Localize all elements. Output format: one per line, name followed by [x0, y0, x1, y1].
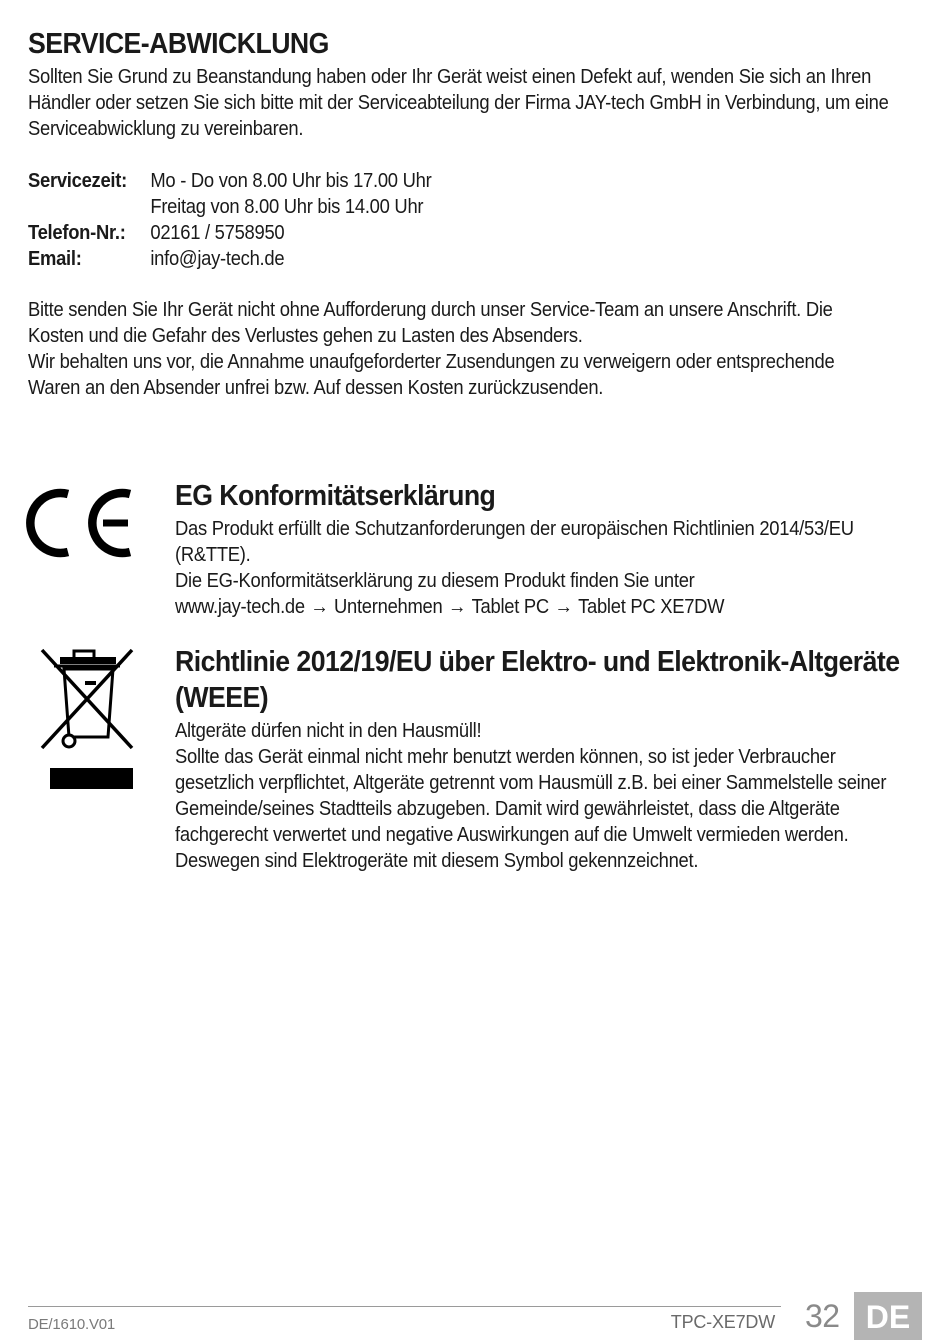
servicezeit-row-2	[28, 194, 431, 220]
service-notice-line: Bitte senden Sie Ihr Gerät nicht ohne Aufforderung durch unser Service-Team an unsere Anschrift. Die	[28, 299, 833, 321]
service-notice-line: Wir behalten uns vor, die Annahme unaufgeforderter Zusendungen zu verweigern oder entsprechende	[28, 351, 835, 373]
servicezeit-row	[28, 168, 431, 194]
footer-divider	[28, 1306, 781, 1307]
ce-mark-icon	[26, 484, 138, 562]
arrow-right-icon: →	[447, 596, 467, 618]
service-notice-line: Waren an den Absender unfrei bzw. Auf dessen Kosten zurückzusenden.	[28, 377, 604, 399]
weee-text-line: Sollte das Gerät einmal nicht mehr benutzt werden können, so ist jeder Verbraucher	[175, 746, 836, 768]
footer-doc-code: DE/1610.V01	[28, 1316, 116, 1333]
contact-label-spacer	[28, 194, 150, 220]
servicezeit-label: Servicezeit:	[28, 170, 127, 192]
service-intro-line: Serviceabwicklung zu vereinbaren.	[28, 118, 304, 140]
ce-path-product: Tablet PC XE7DW	[578, 596, 725, 618]
service-contact-info	[28, 168, 431, 272]
email-row	[28, 246, 431, 272]
email-label: Email:	[28, 248, 82, 270]
email-value: info@jay-tech.de	[150, 248, 285, 270]
ce-link-path	[175, 594, 939, 620]
weee-title	[175, 644, 939, 716]
telefon-row	[28, 220, 431, 246]
weee-text-line: fachgerecht verwertet und negative Auswirkungen auf die Umwelt vermieden werden.	[175, 824, 849, 846]
weee-text-line: Altgeräte dürfen nicht in den Hausmüll!	[175, 720, 482, 742]
ce-path-category: Tablet PC	[471, 596, 549, 618]
language-badge: DE	[854, 1292, 922, 1340]
arrow-right-icon: →	[554, 596, 573, 618]
servicezeit-value: Mo - Do von 8.00 Uhr bis 17.00 Uhr	[150, 170, 432, 192]
service-title: SERVICE-ABWICKLUNG	[28, 28, 329, 60]
ce-title: EG Konformitätserklärung	[175, 480, 496, 512]
footer-model: TPC-XE7DW	[670, 1312, 775, 1332]
ce-text-line: Das Produkt erfüllt die Schutzanforderungen der europäischen Richtlinien 2014/53/EU	[175, 518, 854, 540]
arrow-right-icon: →	[310, 596, 329, 618]
service-intro-line: Sollten Sie Grund zu Beanstandung haben oder Ihr Gerät weist einen Defekt auf, wenden Sie sich an Ihren	[28, 66, 872, 88]
ce-path-company: Unternehmen	[334, 596, 443, 618]
service-notice-line: Kosten und die Gefahr des Verlustes gehen zu Lasten des Absenders.	[28, 325, 583, 347]
telefon-value: 02161 / 5758950	[150, 222, 285, 244]
ce-path-website[interactable]: www.jay-tech.de	[175, 596, 305, 618]
weee-section	[175, 644, 939, 874]
service-notice	[28, 297, 920, 401]
ce-section	[175, 478, 939, 620]
service-intro	[28, 64, 920, 142]
weee-text-line: Deswegen sind Elektrogeräte mit diesem Symbol gekennzeichnet.	[175, 850, 699, 872]
service-intro-line: Händler oder setzen Sie sich bitte mit der Serviceabteilung der Firma JAY-tech GmbH in Verbindung, um eine	[28, 92, 889, 114]
crossed-out-wheelie-bin-icon	[38, 645, 138, 791]
page-number: 32	[805, 1298, 840, 1334]
weee-text-line: gesetzlich verpflichtet, Altgeräte getrennt vom Hausmüll z.B. bei einer Sammelstelle seiner	[175, 772, 887, 794]
ce-text-line: (R&TTE).	[175, 544, 251, 566]
ce-text-line: Die EG-Konformitätserklärung zu diesem Produkt finden Sie unter	[175, 570, 695, 592]
telefon-label: Telefon-Nr.:	[28, 222, 126, 244]
weee-title-line: (WEEE)	[175, 682, 269, 714]
servicezeit-value-2: Freitag von 8.00 Uhr bis 14.00 Uhr	[150, 196, 424, 218]
weee-text-line: Gemeinde/seines Stadtteils abzugeben. Damit wird gewährleistet, dass die Altgeräte	[175, 798, 840, 820]
weee-title-line: Richtlinie 2012/19/EU über Elektro- und Elektronik-Altgeräte	[175, 646, 900, 678]
